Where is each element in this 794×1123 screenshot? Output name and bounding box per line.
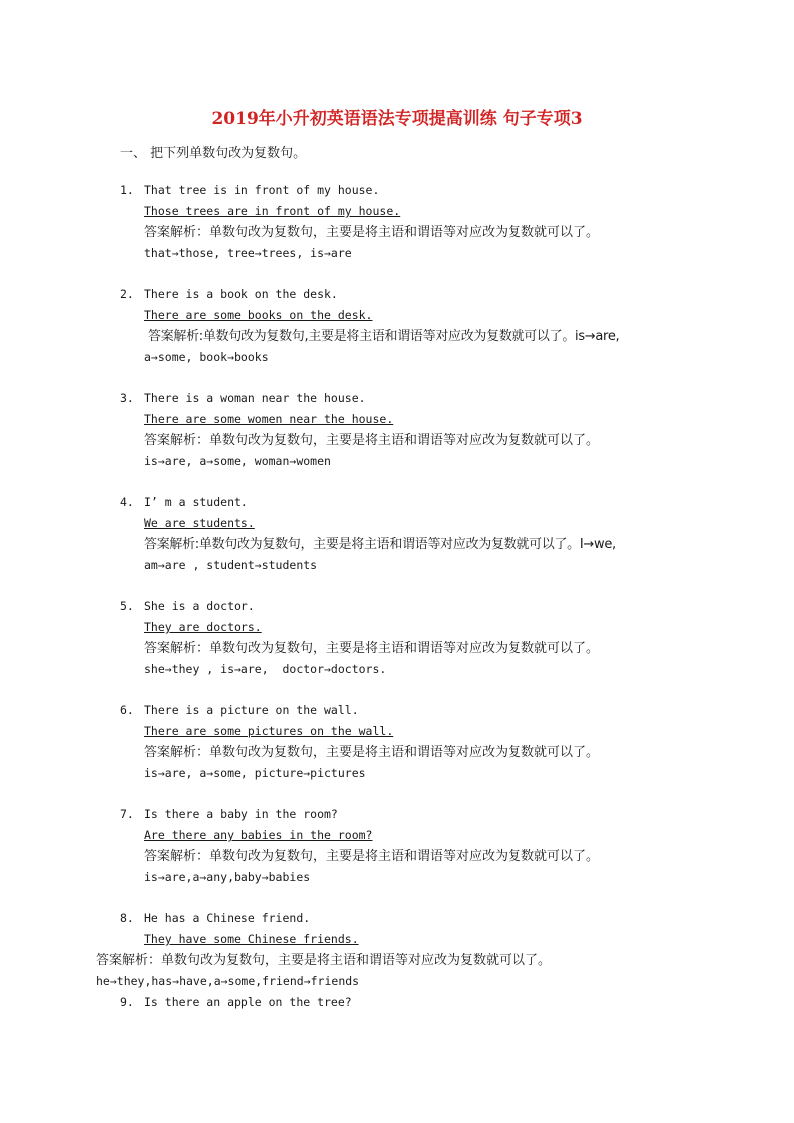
changes-line: is→are, a→some, picture→pictures [144, 766, 366, 780]
answer-line [120, 409, 680, 430]
changes-line: he→they,has→have,a→some,friend→friends [96, 974, 360, 988]
answer-text: Those trees are in front of my house. [144, 204, 401, 218]
answer-line [120, 201, 680, 222]
answer-line [120, 721, 680, 742]
section-heading: 一、 把下列单数句改为复数句。 [120, 146, 307, 161]
explanation-line: 答案解析:单数句改为复数句,主要是将主语和谓语等对应改为复数就可以了。is→are, [148, 329, 620, 344]
answer-line [120, 513, 680, 534]
changes-line: is→are,a→any,baby→babies [144, 870, 311, 884]
question-text: She is a doctor. [144, 599, 255, 613]
item-number: 7. [120, 807, 134, 821]
item-number: 8. [120, 911, 134, 925]
answer-text: There are some women near the house. [144, 412, 394, 426]
answer-line [120, 617, 680, 638]
explanation-line: 答案解析：单数句改为复数句，主要是将主语和谓语等对应改为复数就可以了。 [144, 641, 600, 656]
question-text: There is a book on the desk. [144, 287, 338, 301]
question-line [120, 492, 680, 513]
answer-line [120, 305, 680, 326]
question-line [120, 908, 680, 929]
exercise-item-1 [120, 180, 680, 264]
question-text: Is there an apple on the tree? [144, 995, 352, 1009]
question-text: I’ m a student. [144, 495, 248, 509]
explanation-line: 答案解析：单数句改为复数句，主要是将主语和谓语等对应改为复数就可以了。 [144, 225, 600, 240]
item-number: 1. [120, 183, 134, 197]
changes-line: she→they , is→are, doctor→doctors. [144, 662, 387, 676]
explanation-line: 答案解析:单数句改为复数句，主要是将主语和谓语等对应改为复数就可以了。I→we, [144, 537, 616, 552]
question-text: There is a woman near the house. [144, 391, 366, 405]
item-number: 2. [120, 287, 134, 301]
question-text: He has a Chinese friend. [144, 911, 311, 925]
exercise-item-9 [120, 992, 680, 1013]
question-line [120, 596, 680, 617]
answer-text: There are some books on the desk. [144, 308, 373, 322]
explanation-line: 答案解析：单数句改为复数句，主要是将主语和谓语等对应改为复数就可以了。 [96, 953, 552, 968]
question-line [120, 804, 680, 825]
question-text: Is there a baby in the room? [144, 807, 338, 821]
question-line [120, 700, 680, 721]
item-number: 5. [120, 599, 134, 613]
answer-text: We are students. [144, 516, 255, 530]
explanation-line: 答案解析：单数句改为复数句，主要是将主语和谓语等对应改为复数就可以了。 [144, 745, 600, 760]
exercise-item-6 [120, 700, 680, 784]
exercise-item-8 [96, 908, 680, 992]
explanation-line: 答案解析：单数句改为复数句，主要是将主语和谓语等对应改为复数就可以了。 [144, 849, 600, 864]
item-number: 3. [120, 391, 134, 405]
question-line [120, 388, 680, 409]
question-line [120, 180, 680, 201]
answer-line [120, 929, 680, 950]
question-text: There is a picture on the wall. [144, 703, 359, 717]
answer-text: They are doctors. [144, 620, 262, 634]
item-number: 6. [120, 703, 134, 717]
answer-text: There are some pictures on the wall. [144, 724, 394, 738]
exercise-item-2 [120, 284, 680, 368]
question-line [120, 992, 680, 1013]
exercise-item-4 [120, 492, 680, 576]
changes-line: a→some, book→books [144, 350, 269, 364]
item-number: 9. [120, 995, 134, 1009]
question-line [120, 284, 680, 305]
changes-line: is→are, a→some, woman→women [144, 454, 331, 468]
page-title: 2019年小升初英语语法专项提高训练 句子专项3 [211, 109, 583, 129]
exercise-item-7 [120, 804, 680, 888]
answer-line [120, 825, 680, 846]
explanation-line: 答案解析：单数句改为复数句，主要是将主语和谓语等对应改为复数就可以了。 [144, 433, 600, 448]
exercise-item-5 [120, 596, 680, 680]
exercise-item-3 [120, 388, 680, 472]
answer-text: Are there any babies in the room? [144, 828, 373, 842]
item-number: 4. [120, 495, 134, 509]
changes-line: am→are , student→students [144, 558, 318, 572]
answer-text: They have some Chinese friends. [144, 932, 359, 946]
question-text: That tree is in front of my house. [144, 183, 380, 197]
changes-line: that→those, tree→trees, is→are [144, 246, 352, 260]
